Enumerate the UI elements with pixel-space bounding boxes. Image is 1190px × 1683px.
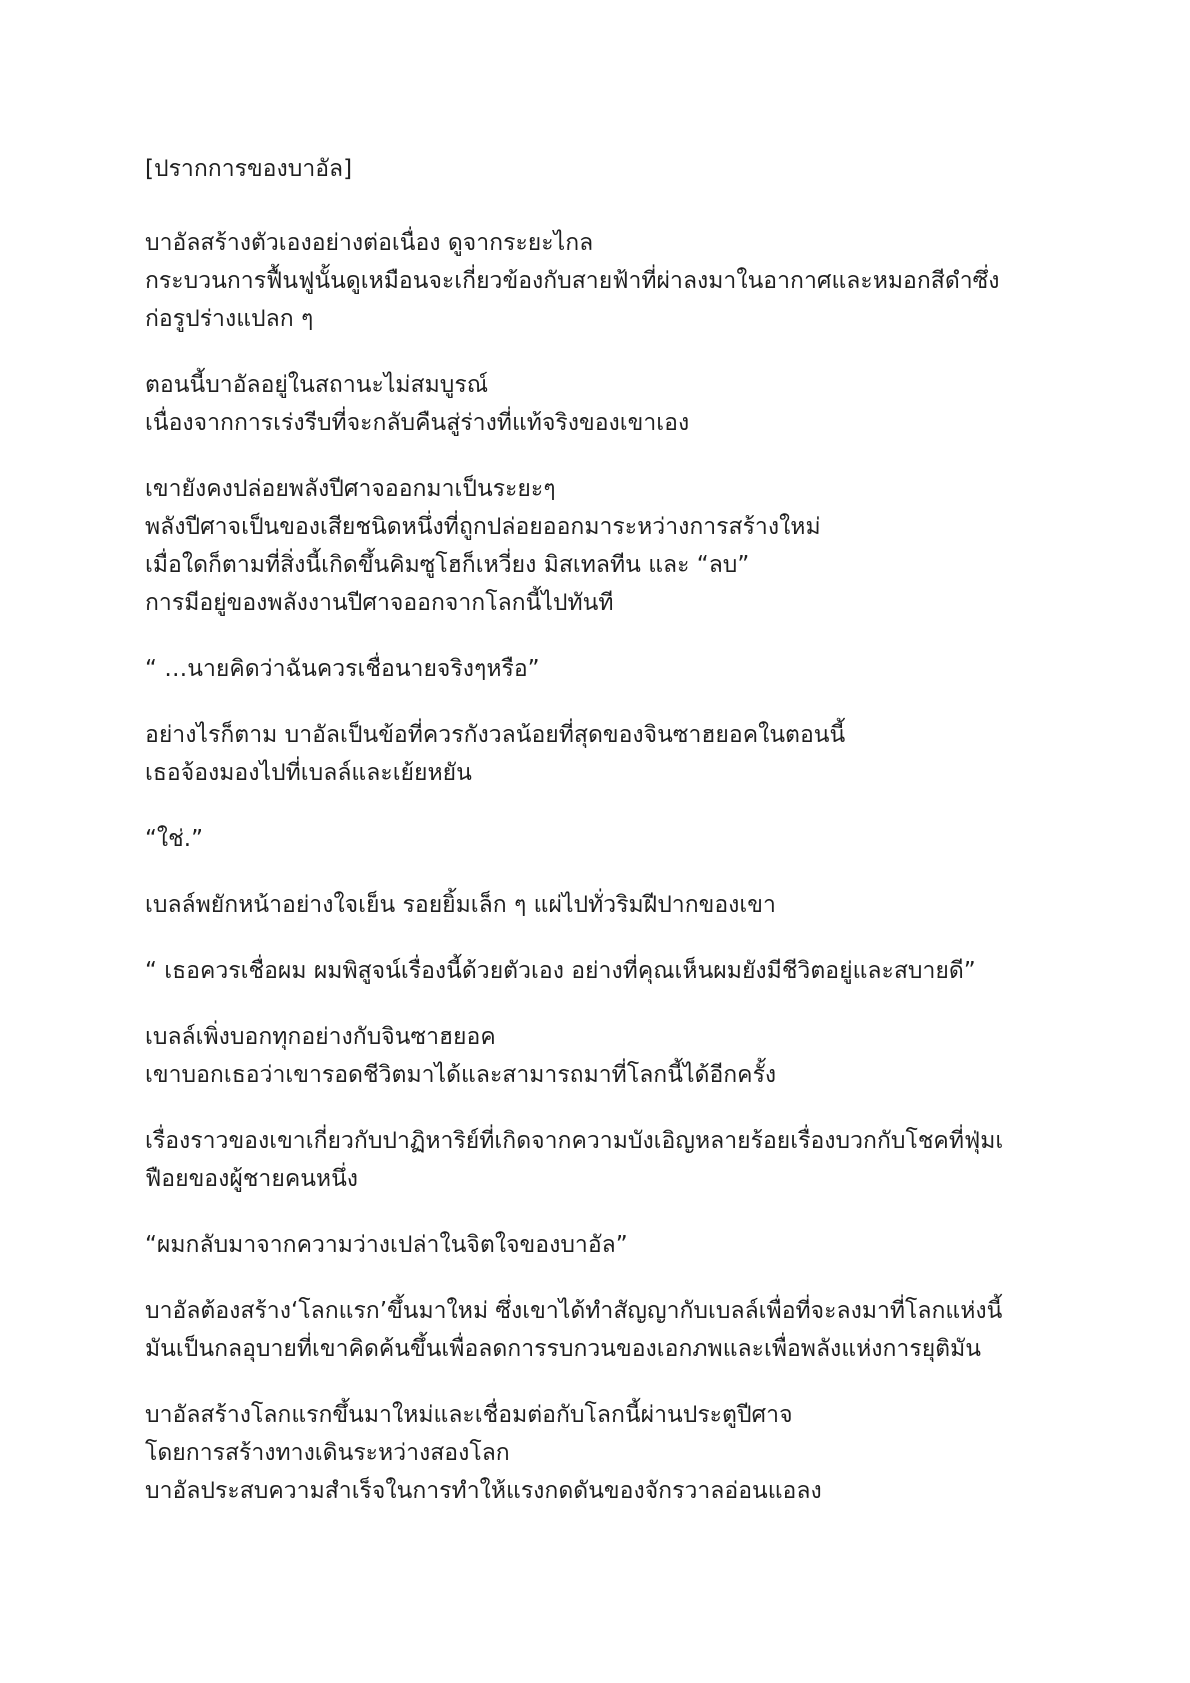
paragraph-line: “ เธอควรเชื่อผม ผมพิสูจน์เรื่องนี้ด้วยตัวเอง อย่างที่คุณเห็นผมยังมีชีวิตอยู่และสบายดี” (145, 958, 976, 984)
dialogue-paragraph (145, 820, 1060, 858)
paragraph-line: ฟือยของผู้ชายคนหนึ่ง (145, 1166, 359, 1192)
paragraph-line: “ผมกลับมาจากความว่างเปล่าในจิตใจของบาอัล” (145, 1232, 628, 1258)
document-heading (145, 150, 1060, 188)
document-body (145, 150, 1060, 1538)
paragraph-line: “ใช่.” (145, 826, 203, 852)
paragraph-line: เขาบอกเธอว่าเขารอดชีวิตมาได้และสามารถมาที่โลกนี้ได้อีกครั้ง (145, 1062, 777, 1088)
paragraph-line: เบลล์เพิ่งบอกทุกอย่างกับจินซาฮยอค (145, 1024, 496, 1050)
paragraph (145, 1122, 1060, 1198)
paragraph-line: การมีอยู่ของพลังงานปีศาจออกจากโลกนี้ไปทันที (145, 590, 614, 616)
paragraph (145, 1396, 1060, 1510)
paragraph-line: มันเป็นกลอุบายที่เขาคิดค้นขึ้นเพื่อลดการรบกวนของเอกภพและเพื่อพลังแห่งการยุติมัน (145, 1336, 981, 1362)
paragraph-line: เรื่องราวของเขาเกี่ยวกับปาฏิหาริย์ที่เกิดจากความบังเอิญหลายร้อยเรื่องบวกกับโชคที่ฟุ่มเ (145, 1128, 1004, 1154)
dialogue-paragraph (145, 1226, 1060, 1264)
paragraph (145, 1018, 1060, 1094)
dialogue-paragraph (145, 952, 1060, 990)
paragraph-line: บาอัลประสบความสำเร็จในการทำให้แรงกดดันของจักรวาลอ่อนแอลง (145, 1478, 822, 1504)
paragraph (145, 716, 1060, 792)
paragraph-line: เบลล์พยักหน้าอย่างใจเย็น รอยยิ้มเล็ก ๆ แผ่ไปทั่วริมฝีปากของเขา (145, 892, 776, 918)
paragraph (145, 886, 1060, 924)
paragraph-line: กระบวนการฟื้นฟูนั้นดูเหมือนจะเกี่ยวข้องกับสายฟ้าที่ผ่าลงมาในอากาศและหมอกสีดำซึ่ง (145, 268, 1000, 294)
paragraph-line: บาอัลสร้างโลกแรกขึ้นมาใหม่และเชื่อมต่อกับโลกนี้ผ่านประตูปีศาจ (145, 1402, 793, 1428)
paragraph-line: ก่อรูปร่างแปลก ๆ (145, 306, 314, 332)
paragraph (145, 366, 1060, 442)
paragraph-line: เนื่องจากการเร่งรีบที่จะกลับคืนสู่ร่างที่แท้จริงของเขาเอง (145, 410, 690, 436)
paragraph-line: โดยการสร้างทางเดินระหว่างสองโลก (145, 1440, 510, 1466)
dialogue-paragraph (145, 650, 1060, 688)
paragraph-line: “ …นายคิดว่าฉันควรเชื่อนายจริงๆหรือ” (145, 656, 540, 682)
paragraph-line: เขายังคงปล่อยพลังปีศาจออกมาเป็นระยะๆ (145, 476, 556, 502)
paragraph-line: ตอนนี้บาอัลอยู่ในสถานะไม่สมบูรณ์ (145, 372, 489, 398)
paragraph (145, 1292, 1060, 1368)
paragraph-line: เธอจ้องมองไปที่เบลล์และเย้ยหยัน (145, 760, 472, 786)
paragraph (145, 470, 1060, 622)
paragraph-line: พลังปีศาจเป็นของเสียชนิดหนึ่งที่ถูกปล่อยออกมาระหว่างการสร้างใหม่ (145, 514, 821, 540)
paragraph-line: บาอัลต้องสร้าง‘โลกแรก’ขึ้นมาใหม่ ซึ่งเขาได้ทำสัญญากับเบลล์เพื่อที่จะลงมาที่โลกแห่งนี้ (145, 1298, 1003, 1324)
paragraph (145, 224, 1060, 338)
paragraph-line: เมื่อใดก็ตามที่สิ่งนี้เกิดขึ้นคิมซูโฮก็เหวี่ยง มิสเทลทีน และ “ลบ” (145, 552, 750, 578)
heading-text: [ปรากการของบาอัล] (145, 156, 353, 182)
paragraph-line: อย่างไรก็ตาม บาอัลเป็นข้อที่ควรกังวลน้อยที่สุดของจินซาฮยอคในตอนนี้ (145, 722, 846, 748)
paragraph-line: บาอัลสร้างตัวเองอย่างต่อเนื่อง ดูจากระยะไกล (145, 230, 594, 256)
